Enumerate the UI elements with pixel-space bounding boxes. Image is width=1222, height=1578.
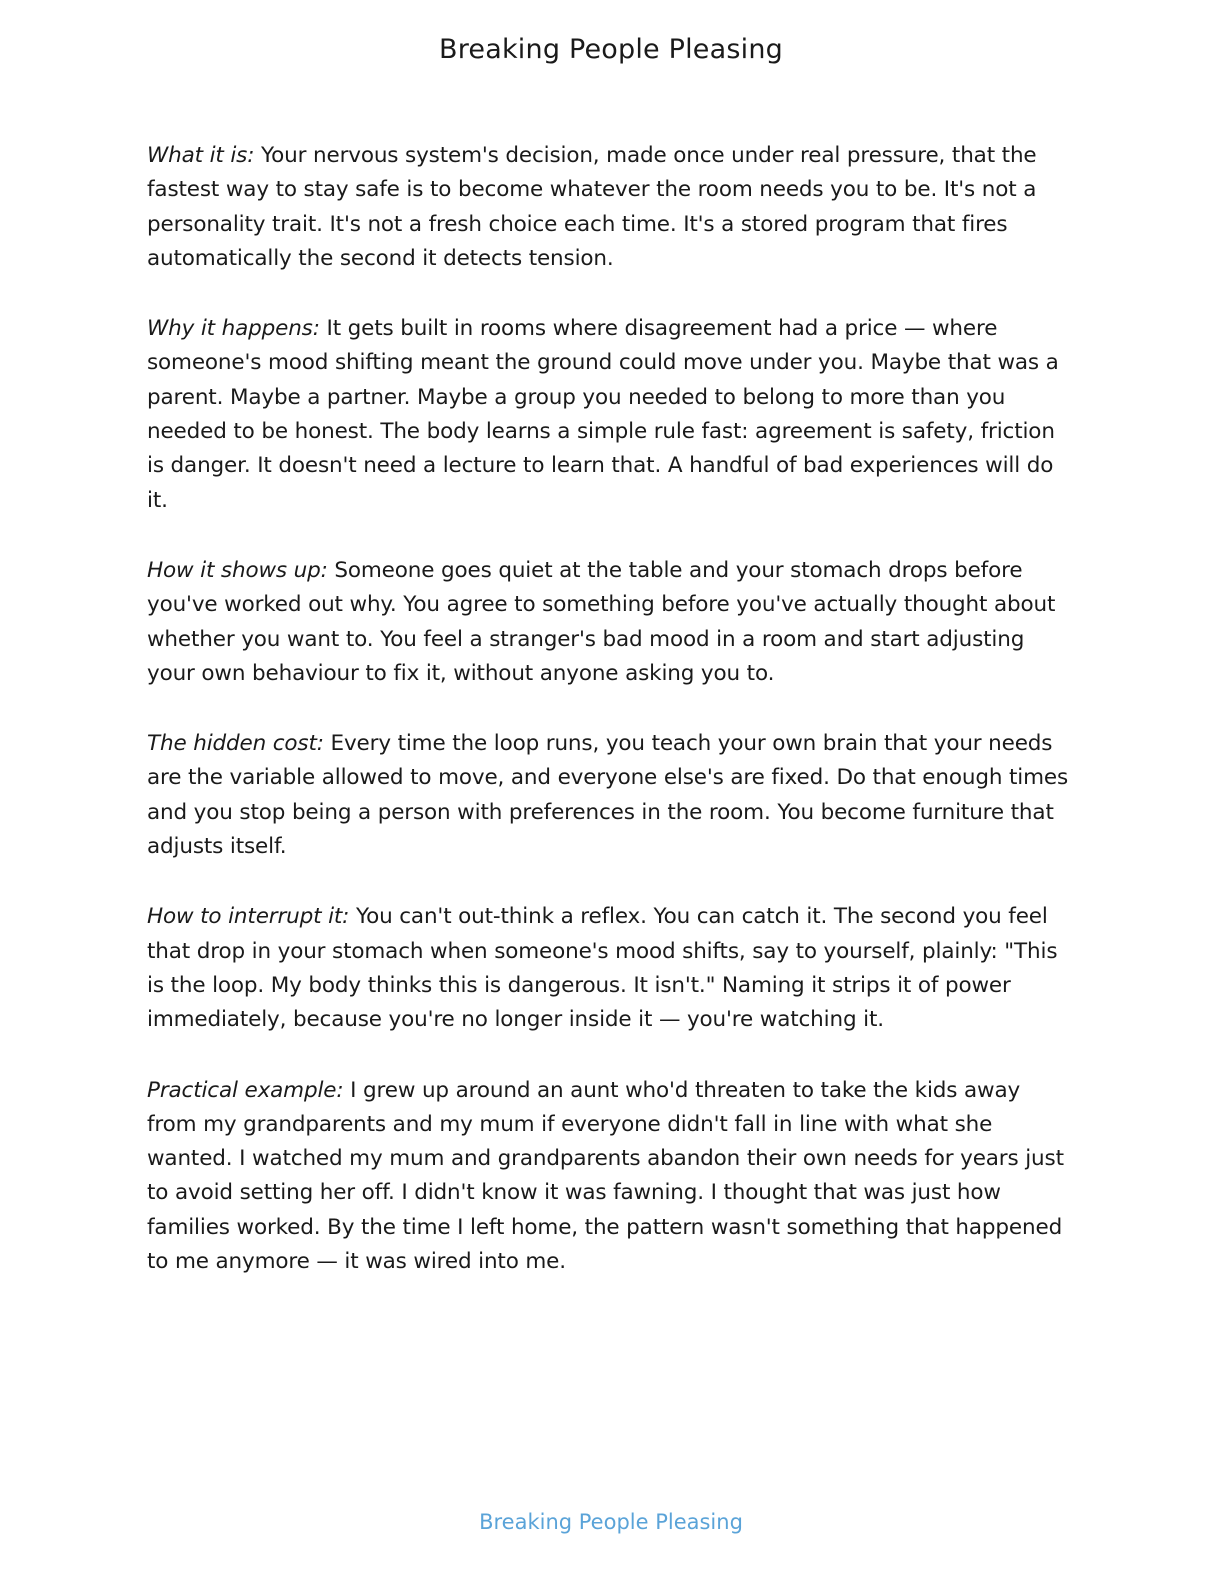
section-text: Someone goes quiet at the table and your stomach drops before you've worked out why. You agree to something before you've actually thought about whether you want to. You feel a stranger's bad mood in a room and start adjusting your own behaviour to fix it, without anyone asking you to. <box>147 557 1056 686</box>
section-practical-example <box>147 1074 1071 1280</box>
section-hidden-cost <box>147 727 1071 864</box>
section-label: How to interrupt it: <box>147 904 350 930</box>
section-what-it-is <box>147 139 1071 276</box>
section-label: The hidden cost: <box>147 731 324 757</box>
section-label: Why it happens: <box>147 316 320 342</box>
section-label: What it is: <box>147 143 255 168</box>
section-label: Practical example: <box>147 1077 344 1103</box>
page-title: Breaking People Pleasing <box>438 34 783 65</box>
section-label: How it shows up: <box>147 557 328 583</box>
section-how-it-shows-up <box>147 554 1071 691</box>
section-how-to-interrupt <box>147 900 1071 1037</box>
section-text: You can't out-think a reflex. You can catch it. The second you feel that drop in your stomach when someone's mood shifts, say to yourself, plainly: "This is the loop. My body thinks this is dangerous. It isn't." Naming it strips it of power immediately, because you're no longer inside it — you're watching it. <box>147 904 1058 1033</box>
document-body <box>147 139 1071 1315</box>
page-footer: Breaking People Pleasing <box>479 1510 743 1534</box>
section-text: Your nervous system's decision, made once under real pressure, that the fastest way to stay safe is to become whatever the room needs you to be. It's not a personality trait. It's not a fresh choice each time. It's a stored program that fires automatically the second it detects tension. <box>147 143 1037 271</box>
section-text: I grew up around an aunt who'd threaten to take the kids away from my grandparents and my mum if everyone didn't fall in line with what she wanted. I watched my mum and grandparents abandon their own needs for years just to avoid setting her off. I didn't know it was fawning. I thought that was just how families worked. By the time I left home, the pattern wasn't something that happened to me anymore — it was wired into me. <box>147 1077 1064 1275</box>
section-why-it-happens <box>147 312 1071 518</box>
section-text: Every time the loop runs, you teach your own brain that your needs are the variable allowed to move, and everyone else's are fixed. Do that enough times and you stop being a person with preferences in the room. You become furniture that adjusts itself. <box>147 731 1068 860</box>
section-text: It gets built in rooms where disagreement had a price — where someone's mood shifting meant the ground could move under you. Maybe that was a parent. Maybe a partner. Maybe a group you needed to belong to more than you needed to be honest. The body learns a simple rule fast: agreement is safety, friction is danger. It doesn't need a lecture to learn that. A handful of bad experiences will do it. <box>147 316 1059 513</box>
